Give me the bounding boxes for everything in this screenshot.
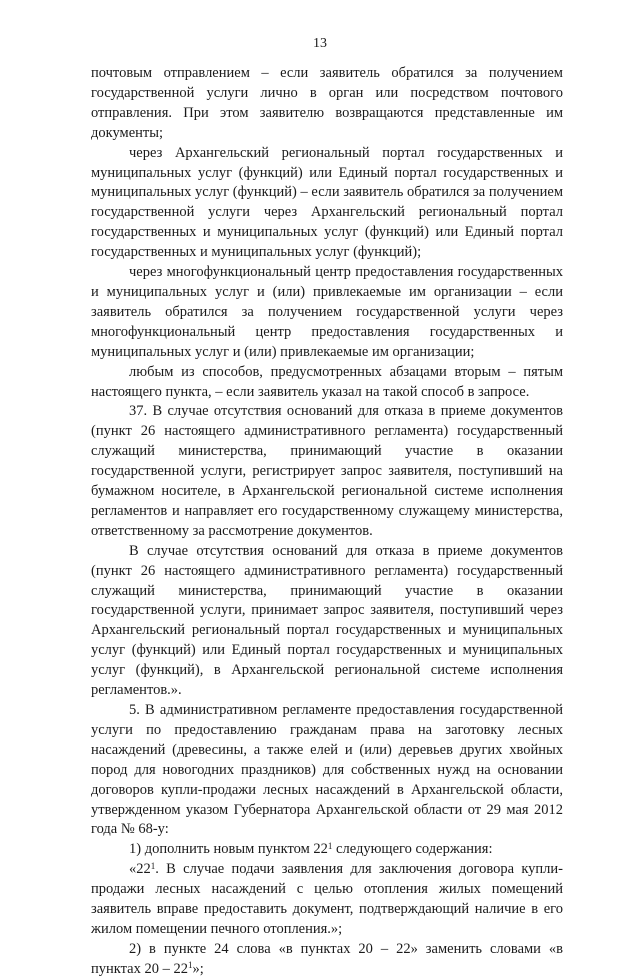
paragraph-item-37: 37. В случае отсутствия оснований для отказа в приеме документов (пункт 26 настоящего административного регламента) государственный служащий министерства, принимающий участие в оказании государственной услуги, регистрирует запрос заявителя, поступивший на бумажном носителе, в Архангельской региональной системе исполнения регламентов и направляет его государственному служащему министерства, ответственному за рассмотрение документов. [91,403,563,539]
subitem-2-tail: »; [192,960,204,977]
subitem-1-tail: следующего содержания: [332,841,493,858]
document-body [91,64,563,980]
subitem-1-text: 1) дополнить новым пунктом 22 [129,841,328,858]
paragraph-subitem-2 [91,940,563,980]
paragraph-postal-return: почтовым отправлением – если заявитель обратился за получением государственной услуги лично в орган или посредством почтового отправления. При этом заявителю возвращаются представленные им документы; [91,65,563,141]
paragraph-quote-22-1 [91,860,563,940]
subitem-2-text: 2) в пункте 24 слова «в пунктах 20 – 22» заменить словами «в пунктах 20 – 22 [91,940,563,977]
page-number: 13 [313,36,327,51]
superscript-mark: 1 [187,960,193,971]
quote-text-start: «22 [129,861,151,878]
superscript-mark: 1 [150,860,156,871]
paragraph-section-5: 5. В административном регламенте предоставления государственной услуги по предоставлению гражданам права на заготовку лесных насаждений (древесины, а также елей и (или) деревьев других хвойных пород для новогодних праздников) для собственных нужд на основании договоров купли-продажи лесных насаждений в Архангельской области, утвержденном указом Губернатора Архангельской области от 29 мая 2012 года № 68-у: [91,702,563,838]
quote-text-body: . В случае подачи заявления для заключения договора купли-продажи лесных насаждений с целью отопления жилых помещений заявитель вправе предоставить документ, подтверждающий наличие в его жилом помещении печного отопления.»; [91,861,563,937]
paragraph-mfc: через многофункциональный центр предоставления государственных и муниципальных услуг и (или) привлекаемые им организации – если заявитель обратился за получением государственной услуги через многофункциональный центр предоставления государственных и муниципальных услуг и (или) привлекаемые им организации; [91,264,563,360]
paragraph-subitem-1 [91,840,563,860]
paragraph-item-37-portal: В случае отсутствия оснований для отказа в приеме документов (пункт 26 настоящего административного регламента) государственный служащий министерства, принимающий участие в оказании государственной услуги, принимает запрос заявителя, поступивший через Архангельский региональный портал государственных и муниципальных услуг (функций) или Единый портал государственных и муниципальных услуг (функций), в Архангельской региональной системе исполнения регламентов.». [91,542,563,699]
paragraph-any-method: любым из способов, предусмотренных абзацами вторым – пятым настоящего пункта, – если заявитель указал на такой способ в запросе. [91,363,563,400]
paragraph-regional-portal: через Архангельский региональный портал государственных и муниципальных услуг (функций) или Единый портал государственных и муниципальных услуг (функций) – если заявитель обратился за получением государственной услуги через Архангельский региональный портал государственных и муниципальных услуг (функций) или Единый портал государственных и муниципальных услуг (функций); [91,144,563,261]
superscript-mark: 1 [327,840,333,851]
